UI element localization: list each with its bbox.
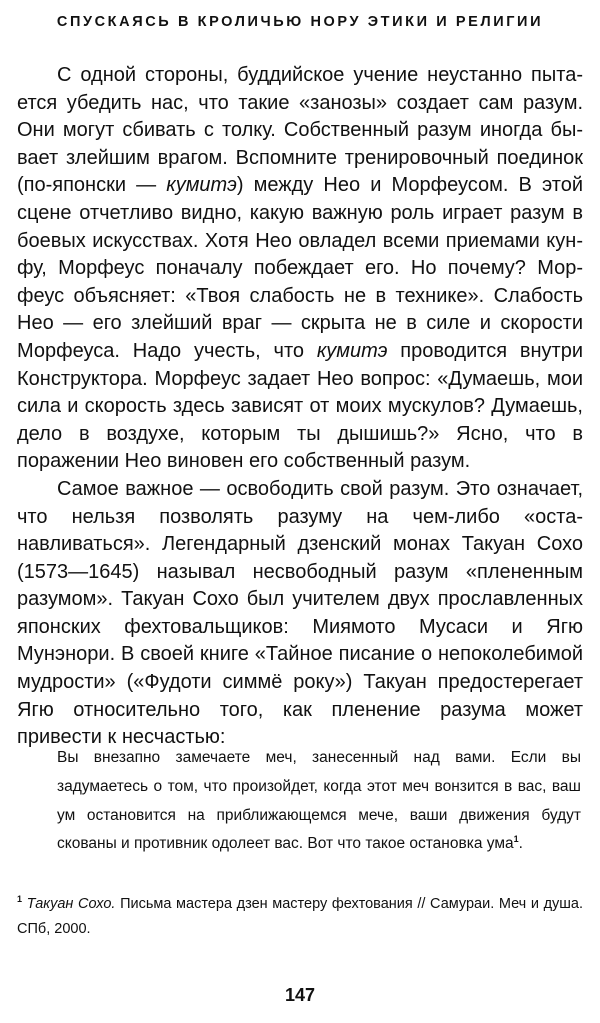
footnote-mark: 1 [17,894,23,905]
main-text [17,62,583,752]
paragraph-2: Самое важное — освободить свой разум. Это означает, что нельзя позволять разуму на чем-либо «останавливаться». Легендарный дзенский монах Такуан Сохо (1573—1645) называл несвободный разум «плененным разумом». Такуан Сохо был учителем двух прославленных японских фехтовальщиков: Миямото Мусаси и Ягю Мунэнори. В своей книге «Тайное писание о непоколебимой мудрости» («Фудоти симмё року») Такуан предостерегает Ягю относительно того, как пленение разума может привести к несчастью: [17,477,583,749]
paragraph-1 [17,62,583,476]
kumite-term: кумитэ [316,339,388,362]
quote-period: . [518,835,523,853]
footnote-author: Такуан Сохо. [26,896,116,912]
footnote-text: Письма мастера дзен мастеру фехтования // Самураи. Меч и душа. СПб, 2000. [17,896,584,937]
page-number: 147 [284,985,316,1005]
quote-text: Вы внезапно замечаете меч, занесенный над вами. Если вы задумаетесь о том, что произойдет, когда этот меч вонзится в вас, ваш ум остановится на приближающемся мече, ваши движения будут скованы и противник одолеет вас. Вот что такое остановка ума [57,749,581,853]
footnote-reference[interactable]: 1 [513,834,519,845]
paragraph-1-part-2: ) между Нео и Морфеусом. В этой сцене отчетливо видно, какую важную роль играет разум в боевых искусствах. Хотя Нео овладел всеми приемами кун-фу, Морфеус поначалу побеждает его. Но почему? Морфеус объясняет: «Твоя слабость не в технике». Слабость Нео — его злейший враг — скрыта не в силе и скорости Морфеуса. Надо учесть, что [17,174,583,362]
block-quote [57,744,581,859]
paragraph-1-part-1: С одной стороны, буддийское учение неустанно пытается убедить нас, что такие «занозы» создает сам разум. Они могут сбивать с толку. Собственный разум иногда бывает злейшим врагом. Вспомните тренировочный поединок (по-японски — [17,64,583,197]
footnote [17,892,583,941]
paragraph-1-part-3: проводится внутри Конструктора. Морфеус задает Нео вопрос: «Думаешь, мои сила и скорость здесь зависят от моих мускулов? Думаешь, дело в воздухе, которым ты дышишь?» Ясно, что в поражении Нео виновен его собственный разум. [17,339,583,473]
kumite-term: кумитэ [166,174,237,197]
running-header: СПУСКАЯСЬ В КРОЛИЧЬЮ НОРУ ЭТИКИ И РЕЛИГИИ [56,14,544,30]
